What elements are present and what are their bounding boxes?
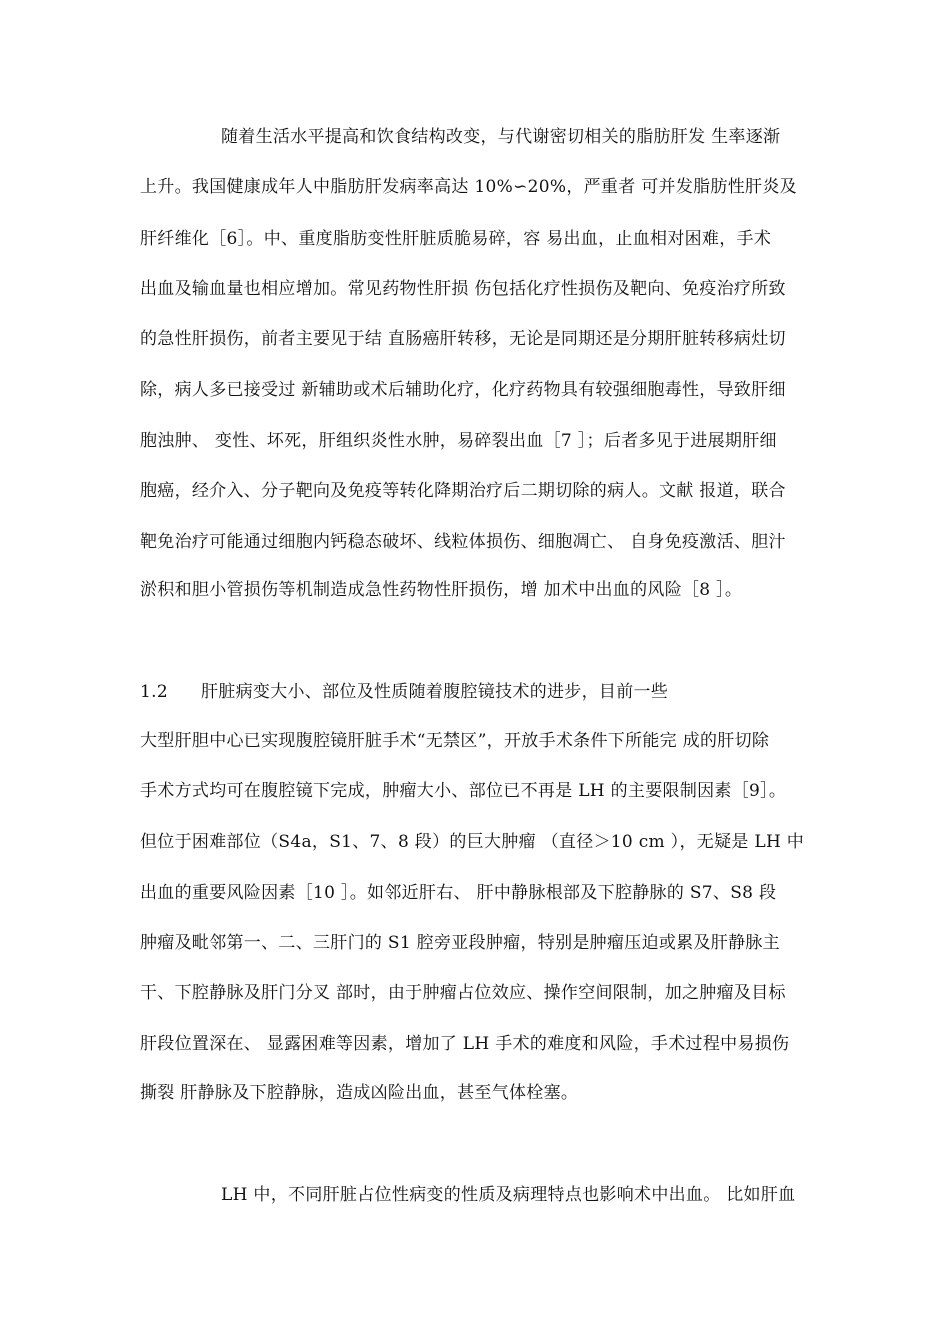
section-1-2-line-4: 出血的重要风险因素［10 ］。如邻近肝右、 肝中静脉根部及下腔静脉的 S7、S8 段 <box>140 883 777 903</box>
section-1-2-line-3: 但位于困难部位（S4a，S1、7、8 段）的巨大肿瘤 （直径＞10 cm ），无疑是 LH 中 <box>140 832 805 852</box>
paragraph-1-line-7: 胞浊肿、 变性、坏死，肝组织炎性水肿，易碎裂出血［7 ］；后者多见于进展期肝细 <box>140 431 777 451</box>
paragraph-1-line-10: 淤积和胆小管损伤等机制造成急性药物性肝损伤，增 加术中出血的风险［8 ］。 <box>140 580 743 600</box>
paragraph-1-line-4: 出血及输血量也相应增加。常见药物性肝损 伤包括化疗性损伤及靶向、免疫治疗所致 <box>140 279 786 299</box>
section-1-2-line-8: 撕裂 肝静脉及下腔静脉，造成凶险出血，甚至气体栓塞。 <box>140 1083 579 1103</box>
section-1-2-line-5: 肿瘤及毗邻第一、二、三肝门的 S1 腔旁亚段肿瘤，特别是肿瘤压迫或累及肝静脉主 <box>140 933 780 953</box>
paragraph-1-line-8: 胞癌，经介入、分子靶向及免疫等转化降期治疗后二期切除的病人。文献 报道，联合 <box>140 481 786 501</box>
section-heading: 肝脏病变大小、部位及性质随着腹腔镜技术的进步，目前一些 <box>201 682 669 702</box>
paragraph-1-line-3: 肝纤维化［6］。中、重度脂肪变性肝脏质脆易碎，容 易出血，止血相对困难，手术 <box>140 229 772 249</box>
paragraph-3-line-1: LH 中，不同肝脏占位性病变的性质及病理特点也影响术中出血。 比如肝血 <box>221 1185 796 1205</box>
paragraph-1-line-9: 靶免治疗可能通过细胞内钙稳态破坏、线粒体损伤、细胞凋亡、 自身免疫激活、胆汁 <box>140 532 786 552</box>
section-1-2-line-2: 手术方式均可在腹腔镜下完成，肿瘤大小、部位已不再是 LH 的主要限制因素［9］。 <box>140 781 787 801</box>
paragraph-1-line-1: 随着生活水平提高和饮食结构改变，与代谢密切相关的脂肪肝发 生率逐渐 <box>221 127 781 147</box>
section-1-2-line-6: 干、下腔静脉及肝门分叉 部时，由于肿瘤占位效应、操作空间限制，加之肿瘤及目标 <box>140 983 786 1003</box>
paragraph-1-line-2: 上升。我国健康成年人中脂肪肝发病率高达 10%∽20%，严重者 可并发脂肪性肝炎及 <box>140 177 797 197</box>
paragraph-1-line-6: 除，病人多已接受过 新辅助或术后辅助化疗，化疗药物具有较强细胞毒性，导致肝细 <box>140 380 786 400</box>
paragraph-1-line-5: 的急性肝损伤，前者主要见于结 直肠癌肝转移，无论是同期还是分期肝脏转移病灶切 <box>140 329 786 349</box>
section-1-2-line-1: 大型肝胆中心已实现腹腔镜肝脏手术“无禁区”，开放手术条件下所能完 成的肝切除 <box>140 731 770 751</box>
section-number: 1.2 <box>140 682 168 702</box>
section-1-2-line-7: 肝段位置深在、 显露困难等因素，增加了 LH 手术的难度和风险，手术过程中易损伤 <box>140 1034 790 1054</box>
